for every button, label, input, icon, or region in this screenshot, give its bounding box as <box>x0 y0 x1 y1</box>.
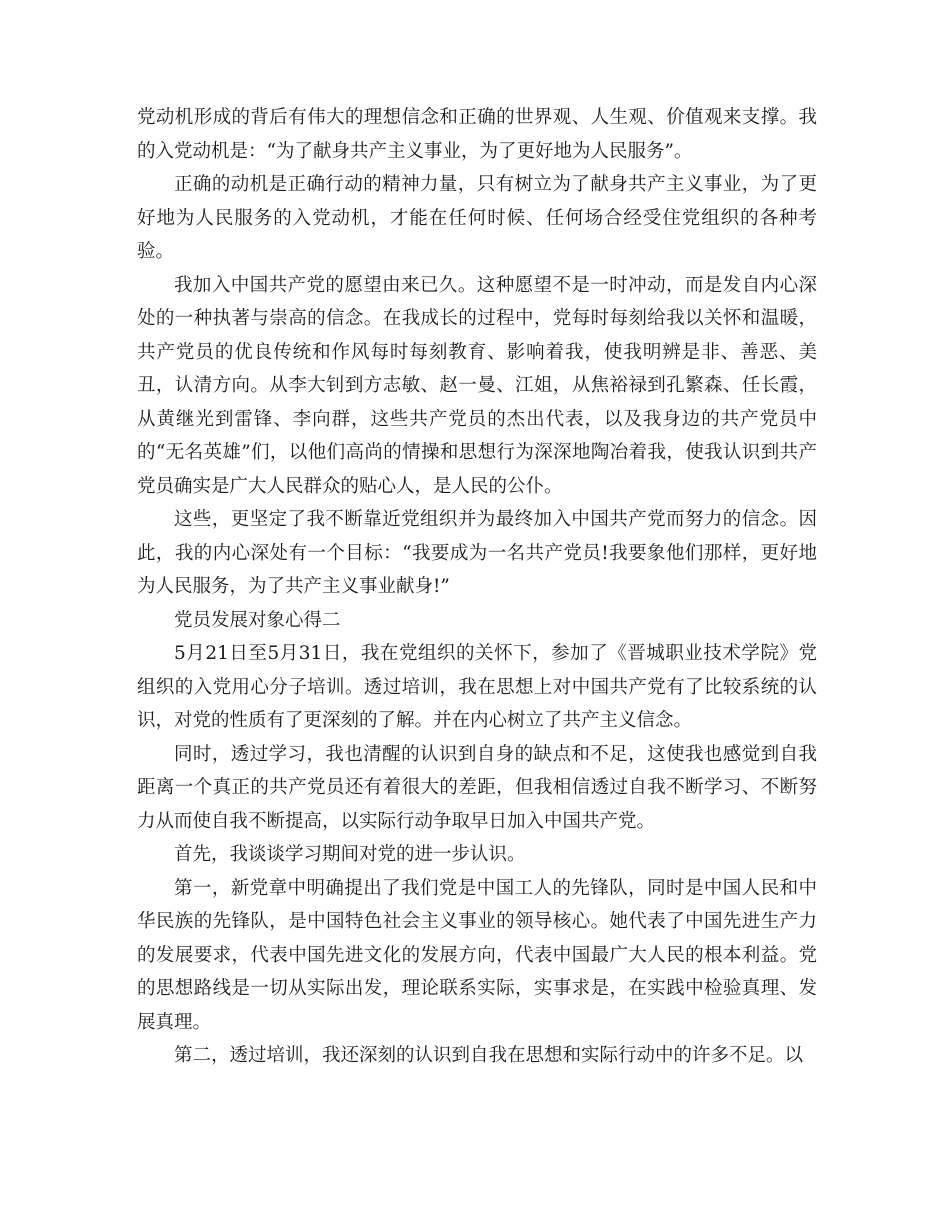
paragraph: 这些，更坚定了我不断靠近党组织并为最终加入中国共产党而努力的信念。因此，我的内心深处有一个目标：“我要成为一名共产党员!我要象他们那样，更好地为人民服务，为了共产主义事业献身!” <box>137 509 817 597</box>
paragraph: 第一，新党章中明确提出了我们党是中国工人的先锋队，同时是中国人民和中华民族的先锋队，是中国特色社会主义事业的领导核心。她代表了中国先进生产力的发展要求，代表中国先进文化的发展方向，代表中国最广大人民的根本利益。党的思想路线是一切从实际出发，理论联系实际，实事求是，在实践中检验真理、发展真理。 <box>137 877 817 1033</box>
paragraph: 正确的动机是正确行动的精神力量，只有树立为了献身共产主义事业，为了更好地为人民服务的入党动机，才能在任何时候、任何场合经受住党组织的各种考验。 <box>137 174 817 262</box>
paragraph: 5月21日至5月31日，我在党组织的关怀下，参加了《晋城职业技术学院》党组织的入党用心分子培训。透过培训，我在思想上对中国共产党有了比较系统的认识，对党的性质有了更深刻的了解。并在内心树立了共产主义信念。 <box>137 643 817 731</box>
paragraph: 第二，透过培训，我还深刻的认识到自我在思想和实际行动中的许多不足。以 <box>174 1045 804 1066</box>
paragraph: 我加入中国共产党的愿望由来已久。这种愿望不是一时冲动，而是发自内心深处的一种执著与崇高的信念。在我成长的过程中，党每时每刻给我以关怀和温暖，共产党员的优良传统和作风每时每刻教育、影响着我，使我明辨是非、善恶、美丑，认清方向。从李大钊到方志敏、赵一曼、江姐，从焦裕禄到孔繁森、任长霞，从黄继光到雷锋、李向群，这些共产党员的杰出代表，以及我身边的共产党员中的“无名英雄”们，以他们高尚的情操和思想行为深深地陶冶着我，使我认识到共产党员确实是广大人民群众的贴心人，是人民的公仆。 <box>137 274 817 497</box>
paragraph-continued: 党动机形成的背后有伟大的理想信念和正确的世界观、人生观、价值观来支撑。我的入党动机是：“为了献身共产主义事业，为了更好地为人民服务”。 <box>137 107 817 162</box>
paragraph: 同时，透过学习，我也清醒的认识到自身的缺点和不足，这使我也感觉到自我距离一个真正的共产党员还有着很大的差距，但我相信透过自我不断学习、不断努力从而使自我不断提高，以实际行动争取早日加入中国共产党。 <box>137 743 817 832</box>
section-heading: 党员发展对象心得二 <box>174 609 341 631</box>
paragraph: 首先，我谈谈学习期间对党的进一步认识。 <box>174 844 526 865</box>
document-body <box>137 101 817 1073</box>
